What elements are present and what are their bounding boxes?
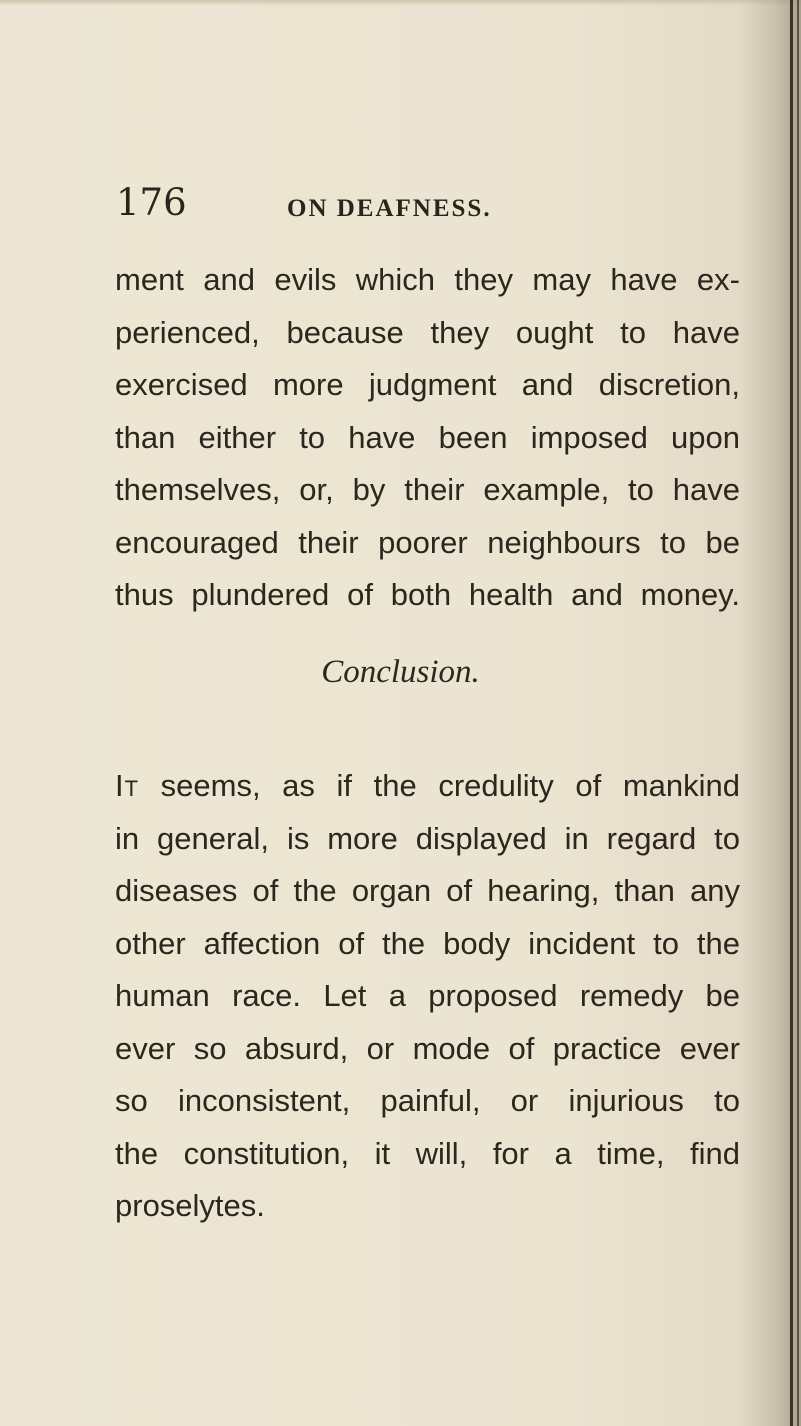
text-line: perienced, because they ought to have [115,314,740,350]
top-edge-shading [0,0,801,6]
text-line: human race. Let a proposed remedy be [115,978,740,1013]
text-line: the constitution, it will, for a time, find [115,1135,740,1171]
page-edge-line [790,0,793,1426]
text-line-first [115,760,740,813]
text-line: diseases of the organ of hearing, than any [115,873,740,908]
text-line: themselves, or, by their example, to have [115,472,740,507]
text-line: than either to have been imposed upon [115,419,740,455]
text-line: so inconsistent, painful, or injurious to [115,1083,740,1118]
text-line: exercised more judgment and discretion, [115,367,740,402]
text-line: ever so absurd, or mode of practice ever [115,1030,740,1066]
text-line: other affection of the body incident to the [115,925,740,961]
text-line: in general, is more displayed in regard to [115,820,740,856]
page-number: 176 [116,181,187,224]
paragraph-conclusion [115,760,740,1233]
text-line-last: proselytes. [115,1188,265,1223]
text-line: ment and evils which they may have ex- [115,262,740,297]
running-head: ON DEAFNESS. [287,195,492,222]
text-line: thus plundered of both health and money. [115,577,740,612]
drop-word: It [115,768,140,803]
page-edge-line-outer [797,0,799,1426]
text-line: encouraged their poorer neighbours to be [115,524,740,560]
paragraph-continued [115,254,740,622]
section-heading: Conclusion. [321,654,480,690]
first-line-rest: seems, as if the credulity of mankind [139,768,740,803]
